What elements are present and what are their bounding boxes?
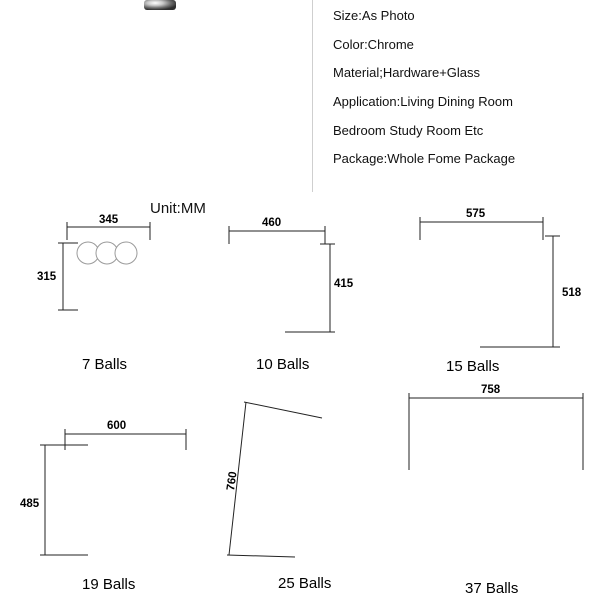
width-label: 758 [481,384,501,396]
diagram-caption: 10 Balls [256,356,310,373]
height-label: 315 [37,271,57,283]
diagram-caption: 7 Balls [82,356,128,373]
height-label: 485 [20,498,40,510]
balls-group [77,242,137,264]
diagram-caption: 37 Balls [465,580,519,597]
height-label: 518 [562,287,582,299]
width-label: 460 [262,217,282,229]
unit-label: Unit:MM [150,200,206,217]
glass-ball [115,242,137,264]
spec-material: Material;Hardware+Glass [333,65,481,81]
diagram-15-balls [420,208,582,375]
diagram-caption: 25 Balls [278,575,332,592]
spec-application: Application:Living Dining Room [333,94,513,110]
width-label: 345 [99,214,119,226]
diagram-10-balls [229,217,354,373]
height-label: 415 [334,278,354,290]
spec-color: Color:Chrome [333,36,414,52]
spec-size: Size:As Photo [333,8,415,23]
diagram-caption: 19 Balls [82,576,136,593]
diagram-caption: 15 Balls [446,358,500,375]
height-dim-tick [227,555,295,557]
diagram-25-balls [225,402,331,592]
width-label: 575 [466,208,486,220]
diagram-19-balls [20,420,186,593]
diagram-7-balls [37,214,150,373]
height-label: 760 [225,470,240,492]
width-label: 600 [107,420,127,432]
spec-package: Package:Whole Fome Package [333,151,516,167]
spec-rooms: Bedroom Study Room Etc [333,122,484,138]
diagram-37-balls [409,384,583,597]
height-dim-tick [244,402,322,418]
